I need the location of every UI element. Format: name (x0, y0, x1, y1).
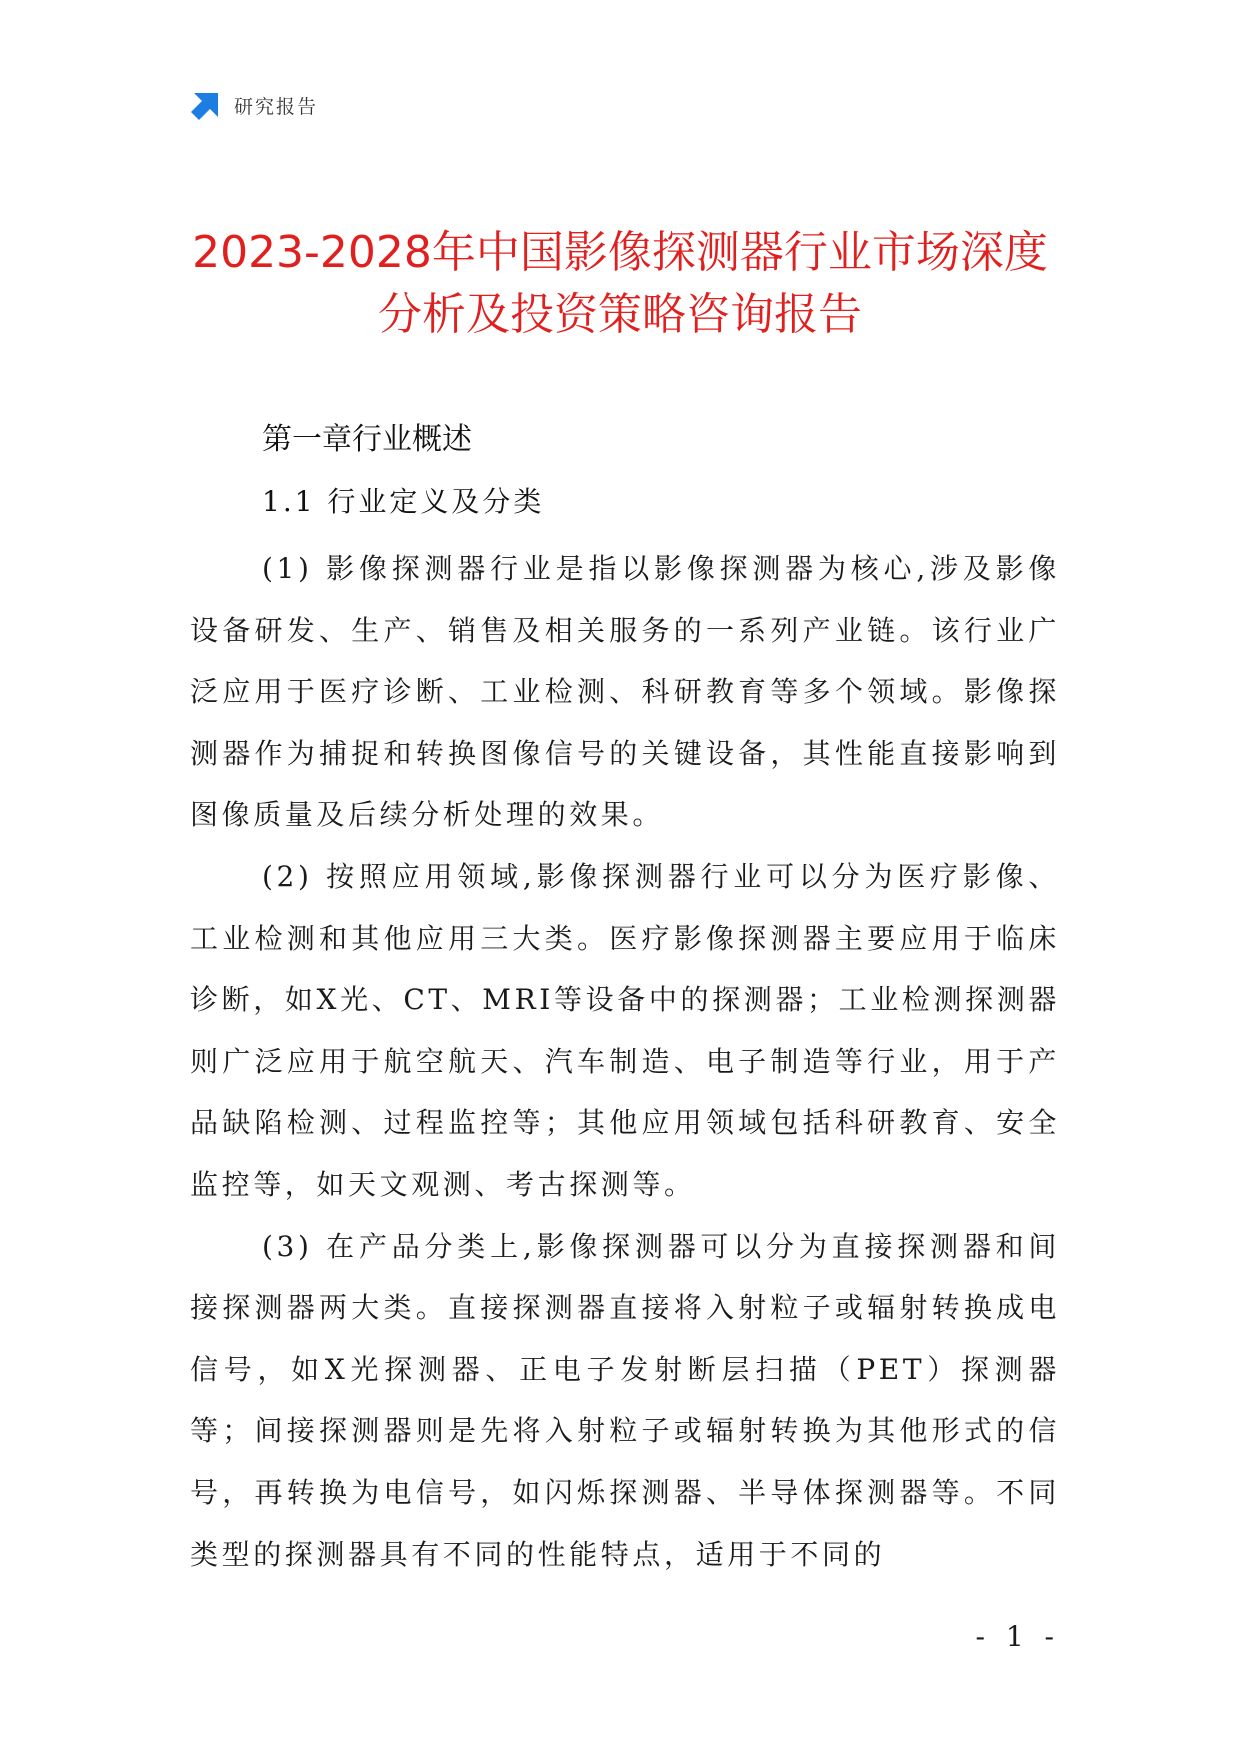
section-heading: 1.1 行业定义及分类 (262, 485, 545, 518)
report-title-line-1: 2023-2028年中国影像探测器行业市场深度 (192, 227, 1048, 278)
body-text (190, 538, 1060, 1585)
arrow-up-right-icon (190, 89, 222, 121)
paragraph-2: (2) 按照应用领域,影像探测器行业可以分为医疗影像、工业检测和其他应用三大类。医疗影像探测器主要应用于临床诊断，如X光、CT、MRI等设备中的探测器；工业检测探测器则广泛应用于航空航天、汽车制造、电子制造等行业，用于产品缺陷检测、过程监控等；其他应用领域包括科研教育、安全监控等，如天文观测、考古探测等。 (190, 859, 1060, 1201)
paragraph-1: (1) 影像探测器行业是指以影像探测器为核心,涉及影像设备研发、生产、销售及相关服务的一系列产业链。该行业广泛应用于医疗诊断、工业检测、科研教育等多个领域。影像探测器作为捕捉和转换图像信号的关键设备，其性能直接影响到图像质量及后续分析处理的效果。 (190, 552, 1060, 832)
chapter-heading: 第一章行业概述 (262, 422, 472, 457)
paragraph-3: (3) 在产品分类上,影像探测器可以分为直接探测器和间接探测器两大类。直接探测器直接将入射粒子或辐射转换成电信号，如X光探测器、正电子发射断层扫描（PET）探测器等；间接探测器则是先将入射粒子或辐射转换为其他形式的信号，再转换为电信号，如闪烁探测器、半导体探测器等。不同类型的探测器具有不同的性能特点，适用于不同的 (190, 1229, 1060, 1571)
report-title (120, 222, 1120, 346)
document-header (190, 88, 318, 122)
page-number: - 1 - (975, 1620, 1060, 1653)
report-title-line-2: 分析及投资策略咨询报告 (378, 289, 862, 340)
header-label: 研究报告 (234, 95, 319, 118)
